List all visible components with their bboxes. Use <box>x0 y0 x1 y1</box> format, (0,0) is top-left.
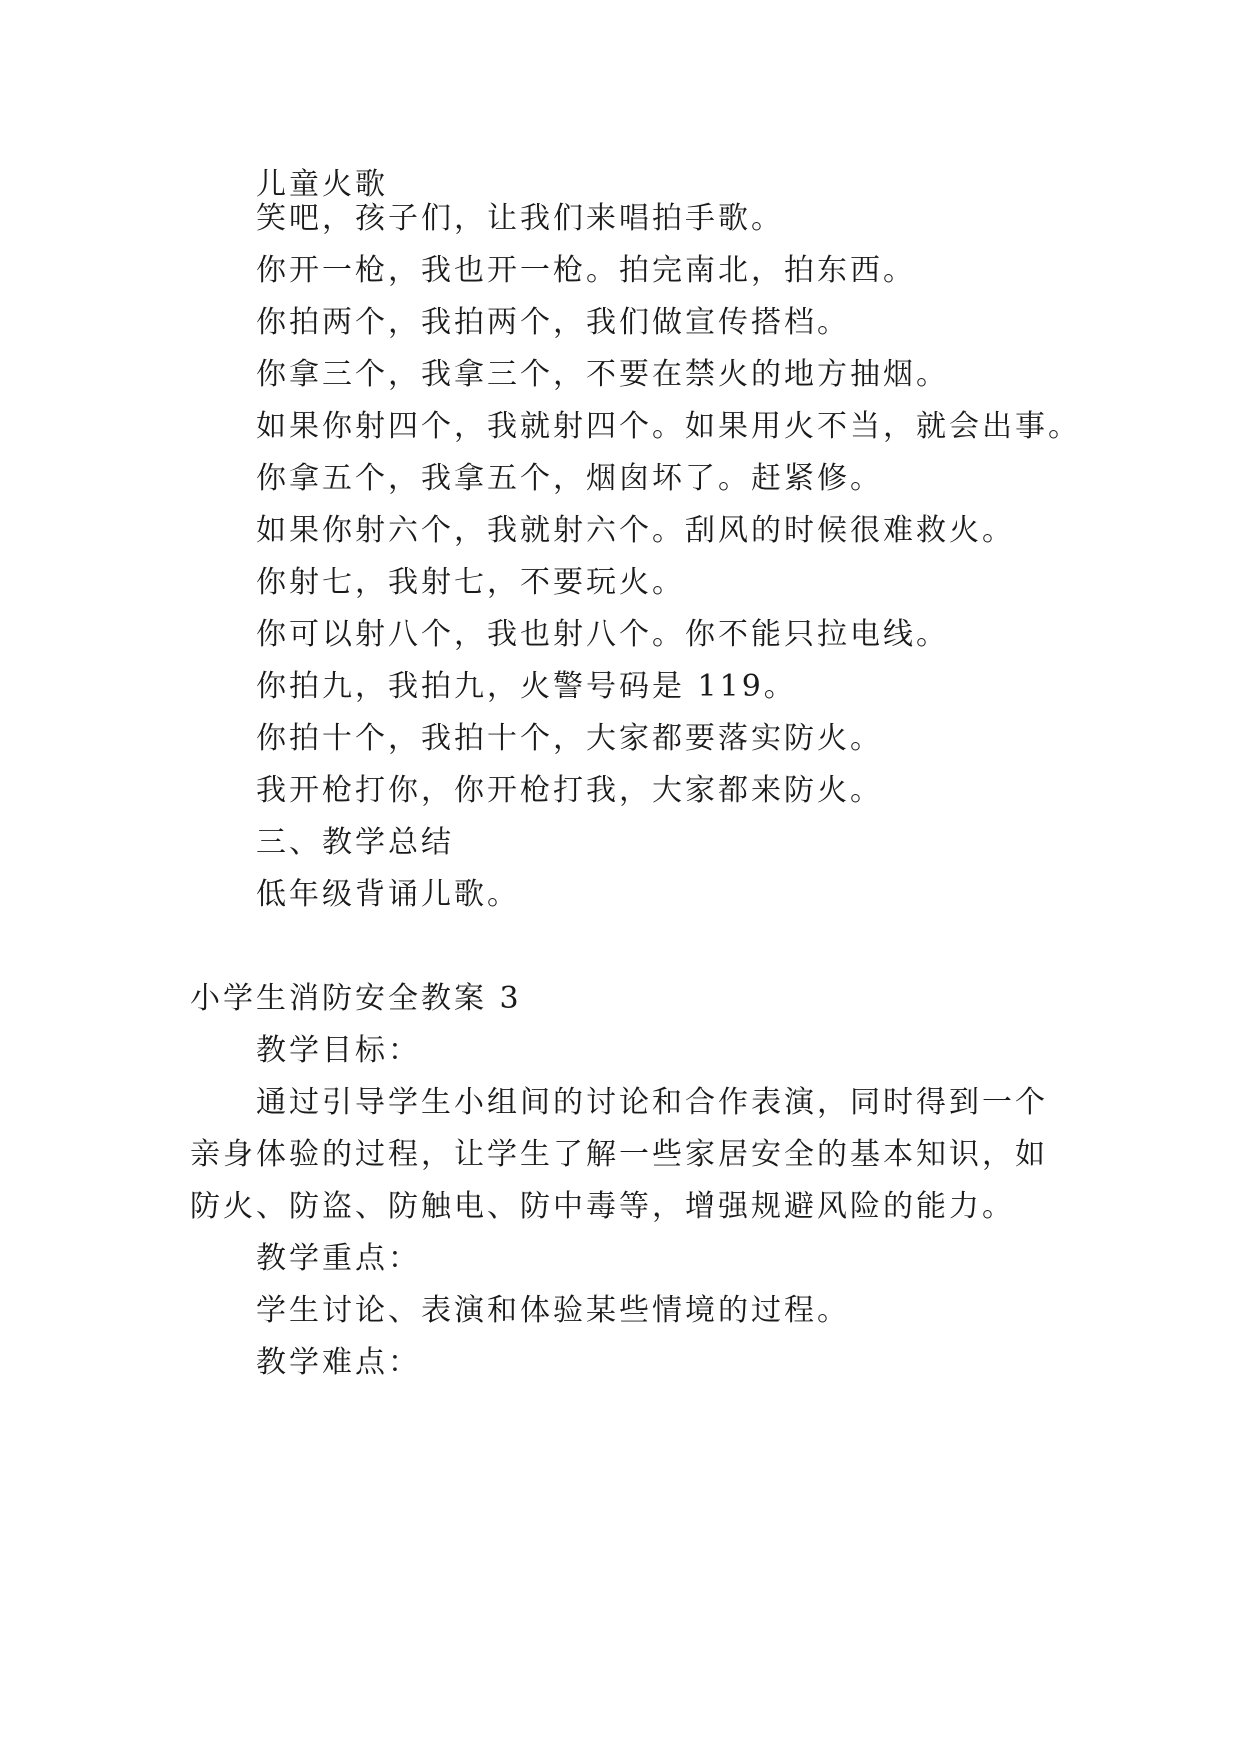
poem-line: 你拍九，我拍九，火警号码是 119。 <box>256 669 797 704</box>
poem-line: 你射七，我射七，不要玩火。 <box>256 565 685 600</box>
poem-line: 如果你射四个，我就射四个。如果用火不当，就会出事。 <box>256 409 1081 444</box>
poem-line: 你可以射八个，我也射八个。你不能只拉电线。 <box>256 617 949 652</box>
poem-line: 笑吧，孩子们，让我们来唱拍手歌。 <box>256 201 784 236</box>
poem-line: 我开枪打你，你开枪打我，大家都来防火。 <box>256 773 883 808</box>
poem-title: 儿童火歌 <box>256 167 388 202</box>
summary-heading: 三、教学总结 <box>256 825 454 860</box>
poem-line: 你拍两个，我拍两个，我们做宣传搭档。 <box>256 305 850 340</box>
difficulty-heading: 教学难点： <box>256 1345 421 1380</box>
poem-line: 如果你射六个，我就射六个。刮风的时候很难救火。 <box>256 513 1015 548</box>
poem-line: 你开一枪，我也开一枪。拍完南北，拍东西。 <box>256 253 916 288</box>
section-title: 小学生消防安全教案 3 <box>190 981 522 1016</box>
goal-paragraph-line: 亲身体验的过程，让学生了解一些家居安全的基本知识，如 <box>190 1137 1048 1172</box>
poem-line: 你拿三个，我拿三个，不要在禁火的地方抽烟。 <box>256 357 949 392</box>
goal-paragraph-line: 通过引导学生小组间的讨论和合作表演，同时得到一个 <box>256 1085 1048 1120</box>
goal-heading: 教学目标： <box>256 1033 421 1068</box>
focus-heading: 教学重点： <box>256 1241 421 1276</box>
poem-line: 你拍十个，我拍十个，大家都要落实防火。 <box>256 721 883 756</box>
focus-text: 学生讨论、表演和体验某些情境的过程。 <box>256 1293 850 1328</box>
goal-paragraph-line: 防火、防盗、防触电、防中毒等，增强规避风险的能力。 <box>190 1189 1015 1224</box>
summary-text: 低年级背诵儿歌。 <box>256 877 520 912</box>
poem-line: 你拿五个，我拿五个，烟囱坏了。赶紧修。 <box>256 461 883 496</box>
